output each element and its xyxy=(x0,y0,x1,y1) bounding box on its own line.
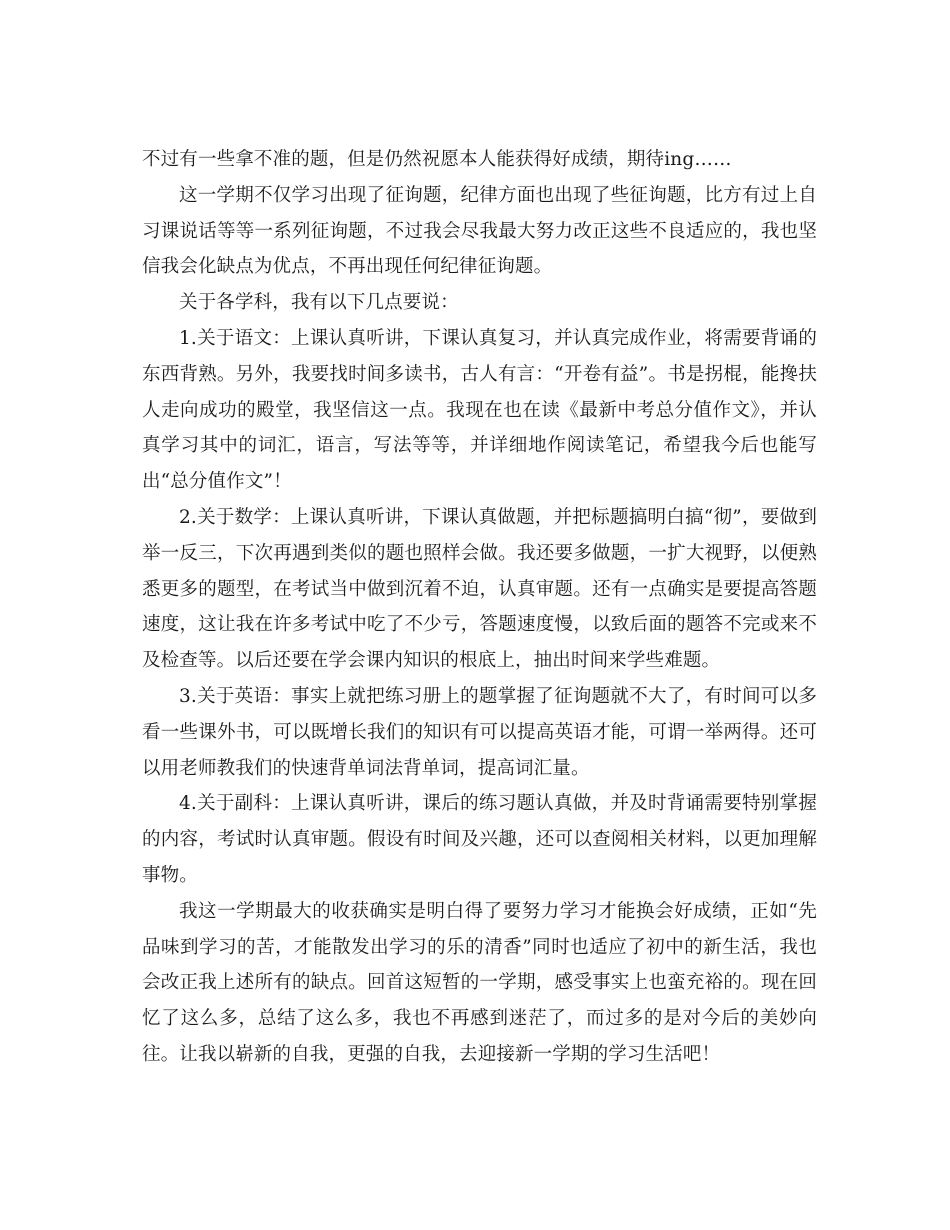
paragraph-chinese: 1.关于语文：上课认真听讲，下课认真复习，并认真完成作业，将需要背诵的东西背熟。另外，我要找时间多读书，古人有言：“开卷有益”。书是拐棍，能搀扶人走向成功的殿堂，我坚信这一点。我现在也在读《最新中考总分值作文》，并认真学习其中的词汇，语言，写法等等，并详细地作阅读笔记，希望我今后也能写出“总分值作文”！ xyxy=(142,327,817,493)
paragraph-discipline: 这一学期不仅学习出现了征询题，纪律方面也出现了些征询题，比方有过上自习课说话等等一系列征询题，不过我会尽我最大努力改正这些不良适应的，我也坚信我会化缺点为优点，不再出现任何纪律征询题。 xyxy=(142,184,817,278)
document-body xyxy=(142,142,817,1073)
paragraph-math: 2.关于数学：上课认真听讲，下课认真做题，并把标题搞明白搞“彻”，要做到举一反三，下次再遇到类似的题也照样会做。我还要多做题，一扩大视野，以便熟悉更多的题型，在考试当中做到沉着不迫，认真审题。还有一点确实是要提高答题速度，这让我在许多考试中吃了不少亏，答题速度慢，以致后面的题答不完或来不及检查等。以后还要在学会课内知识的根底上，抽出时间来学些难题。 xyxy=(142,506,817,672)
paragraph-english: 3.关于英语：事实上就把练习册上的题掌握了征询题就不大了，有时间可以多看一些课外书，可以既增长我们的知识有可以提高英语才能，可谓一举两得。还可以用老师教我们的快速背单词法背单词，提高词汇量。 xyxy=(142,685,817,779)
paragraph-subjects-intro: 关于各学科，我有以下几点要说： xyxy=(179,292,459,314)
paragraph-minor-subjects: 4.关于副科：上课认真听讲，课后的练习题认真做，并及时背诵需要特别掌握的内容，考试时认真审题。假设有时间及兴趣，还可以查阅相关材料，以更加理解事物。 xyxy=(142,793,817,886)
paragraph-continuation: 不过有一些拿不准的题，但是仍然祝愿本人能获得好成绩，期待ing…… xyxy=(142,149,732,170)
paragraph-conclusion: 我这一学期最大的收获确实是明白得了要努力学习才能换会好成绩，正如“先品味到学习的苦，才能散发出学习的乐的清香”同时也适应了初中的新生活，我也会改正我上述所有的缺点。回首这短暂的一学期，感受事实上也蛮充裕的。现在回忆了这么多，总结了这么多，我也不再感到迷茫了，而过多的是对今后的美妙向往。让我以崭新的自我，更强的自我，去迎接新一学期的学习生活吧！ xyxy=(142,900,817,1065)
